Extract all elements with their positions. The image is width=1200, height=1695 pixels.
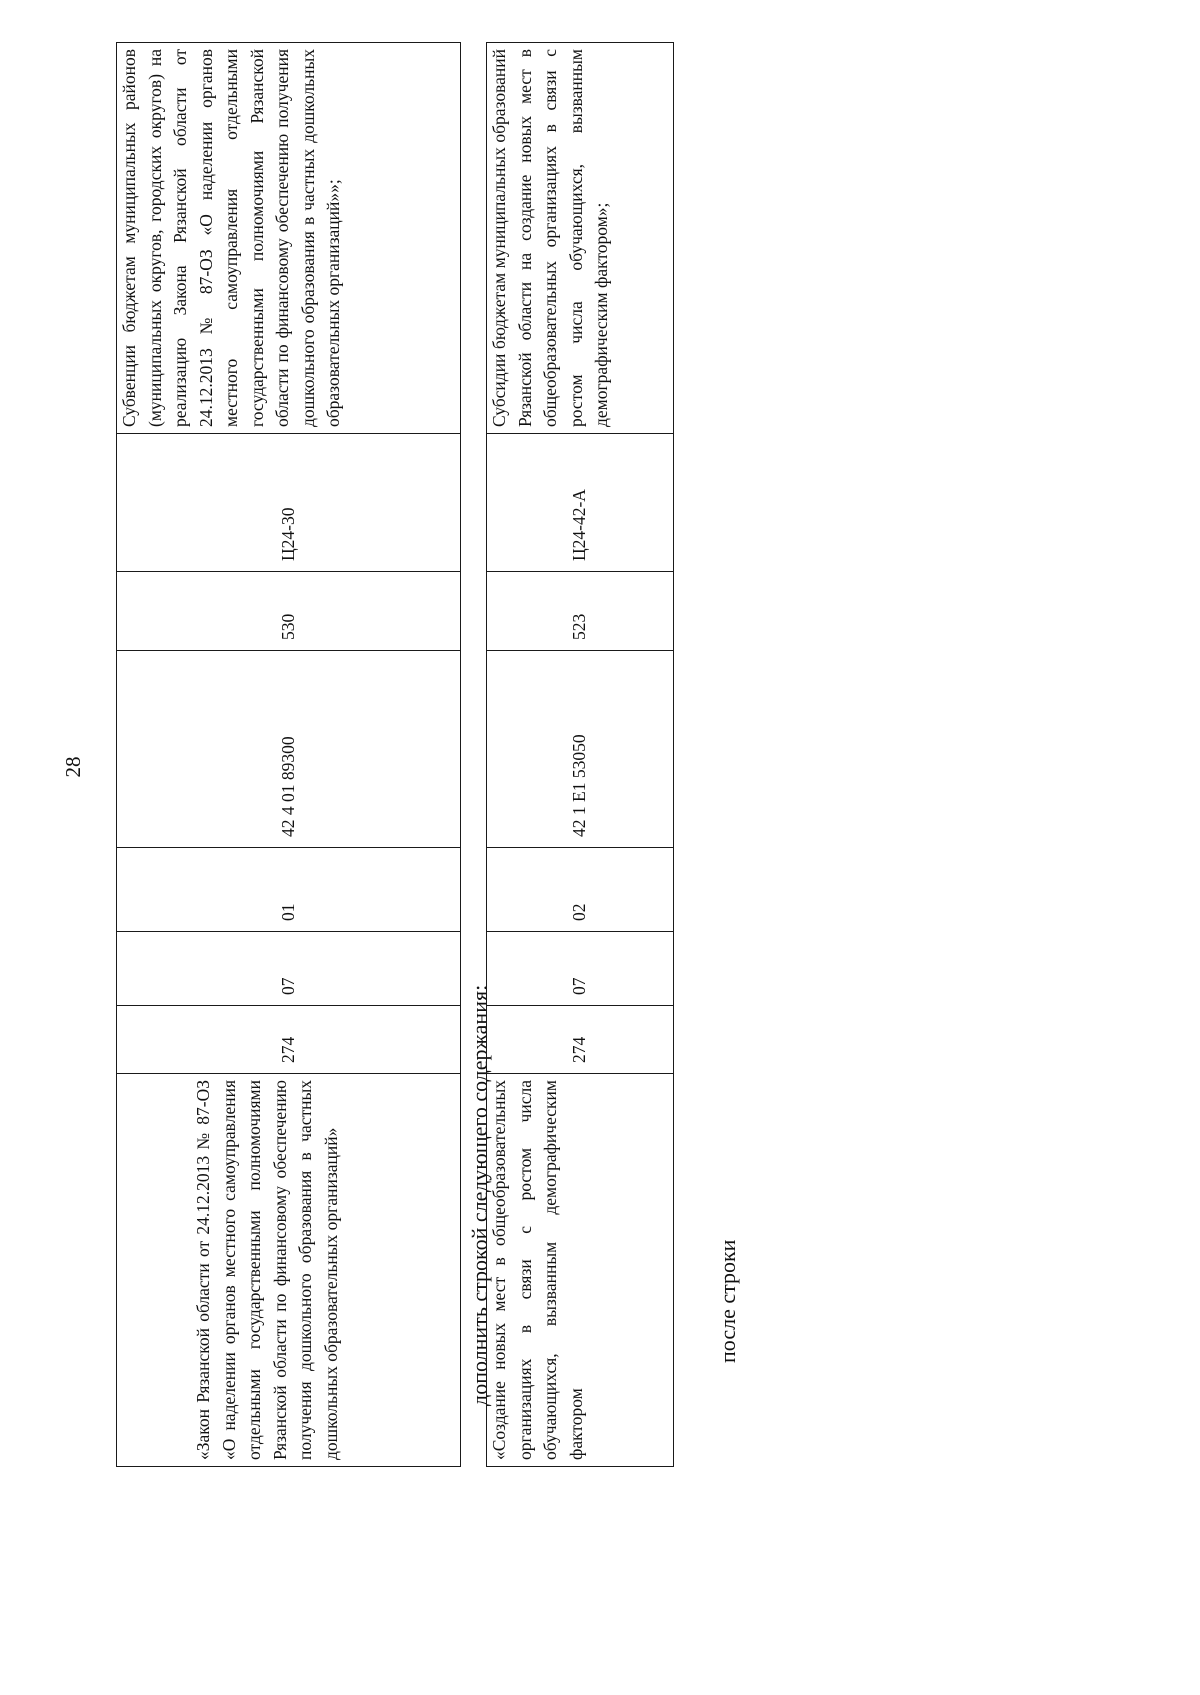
expense-type-code: 523	[487, 572, 674, 651]
section-code: 07	[487, 932, 674, 1006]
expense-type-code: 530	[117, 572, 461, 651]
subsection-code: 01	[117, 848, 461, 932]
budget-table-top	[116, 43, 461, 1467]
subsection-code: 02	[487, 848, 674, 932]
purpose-name: Субсидии бюджетам муниципальных образований Рязанской области на создание новых мест в общеобразовательных организациях в связи с ростом числа обучающихся, вызванным демографическим фактором»;	[487, 43, 674, 434]
section-code: 07	[117, 932, 461, 1006]
purpose-code: Ц24-30	[117, 434, 461, 572]
row-description: «Закон Рязанской области от 24.12.2013 № 87-ОЗ «О наделении органов местного самоуправления отдельными государственными полномочиями Рязанской области по финансовому обеспечению получения дошкольного образования в частных дошкольных образовательных организаций»	[117, 1074, 461, 1467]
table-row	[117, 43, 461, 1467]
target-article-code: 42 1 E1 53050	[487, 651, 674, 848]
after-text: после строки	[715, 1239, 740, 1363]
ministry-code: 274	[117, 1006, 461, 1074]
table-row	[487, 43, 674, 1467]
purpose-name: Субвенции бюджетам муниципальных районов (муниципальных округов, городских округов) на реализацию Закона Рязанской области от 24.12.2013 № 87-ОЗ «О наделении органов местного самоуправления отдельными государственными полномочиями Рязанской области по финансовому обеспечению получения дошкольного образования в частных дошкольных образовательных организаций»»;	[117, 43, 461, 434]
purpose-code: Ц24-42-А	[487, 434, 674, 572]
connector-text: дополнить строкой следующего содержания:	[467, 984, 492, 1406]
ministry-code: 274	[487, 1006, 674, 1074]
budget-table-bottom	[486, 43, 674, 1467]
row-description: «Создание новых мест в общеобразовательных организациях в связи с ростом числа обучающихся, вызванным демографическим фактором	[487, 1074, 674, 1467]
target-article-code: 42 4 01 89300	[117, 651, 461, 848]
page-number: 28	[61, 756, 85, 778]
